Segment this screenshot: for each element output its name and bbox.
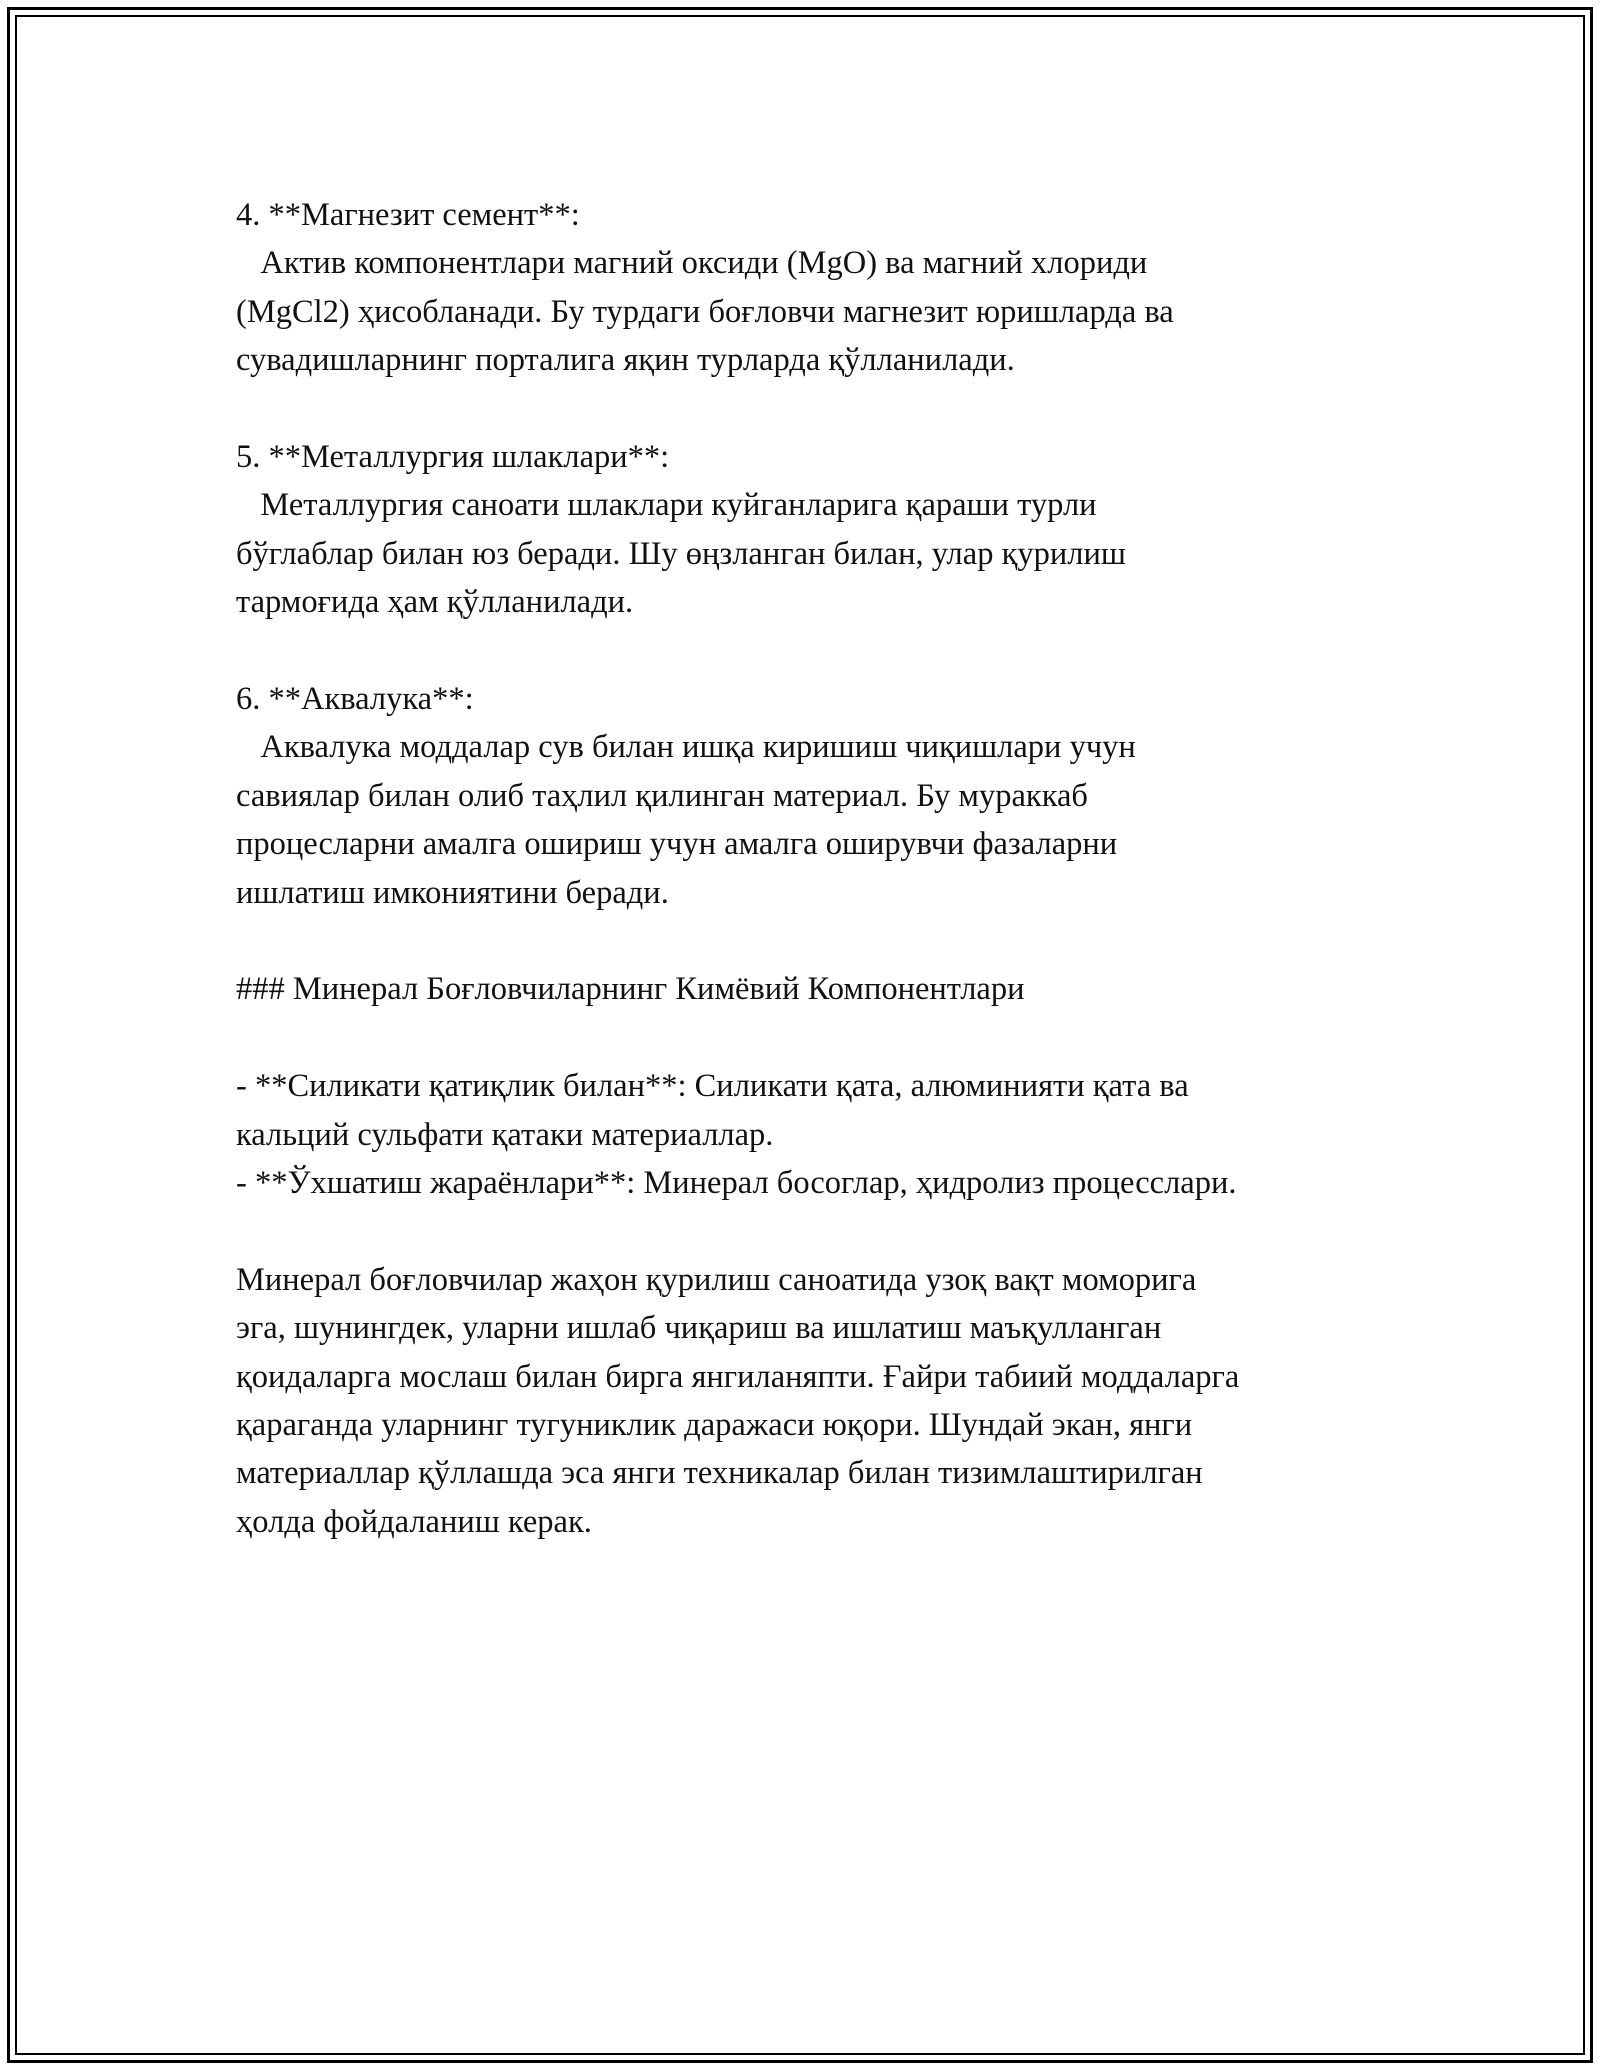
bullet-item: - **Ўхшатиш жараёнлари**: Минерал босоглар, ҳидролиз процесслари.: [236, 1165, 1237, 1202]
section-heading: 5. **Металлургия шлаклари**:: [236, 439, 670, 476]
blank-line: [236, 1207, 1396, 1255]
paragraph-line: (MgCl2) ҳисобланади. Бу турдаги боғловчи магнезит юришларда ва: [236, 293, 1174, 330]
bullet-item-continuation: кальций сульфати қатаки материаллар.: [236, 1116, 774, 1153]
paragraph-line: Актив компонентлари магний оксиди (MgO) ва магний хлориди: [236, 245, 1148, 282]
paragraph-line: Металлургия саноати шлаклари куйганларига қараши турли: [236, 487, 1097, 524]
paragraph-line: қараганда уларнинг тугуниклик даражаси юқори. Шундай экан, янги: [236, 1407, 1193, 1444]
paragraph-line: сувадишларнинг порталига яқин турларда қўлланилади.: [236, 342, 1015, 379]
paragraph-line: эга, шунингдек, уларни ишлаб чиқариш ва ишлатиш маъқулланган: [236, 1310, 1162, 1347]
subheading: ### Минерал Боғловчиларнинг Кимёвий Компонентлари: [236, 971, 1025, 1008]
paragraph-line: бўглаблар билан юз беради. Шу өңзланган билан, улар қурилиш: [236, 535, 1126, 572]
section-heading: 4. **Магнезит семент**:: [236, 197, 580, 233]
section-heading: 6. **Аквалука**:: [236, 681, 474, 718]
paragraph-line: ишлатиш имкониятини беради.: [236, 874, 669, 911]
paragraph-line: тармоғида ҳам қўлланилади.: [236, 584, 634, 621]
section-magnesite-cement: [236, 191, 1396, 385]
paragraph-line: ҳолда фойдаланиш керак.: [236, 1503, 592, 1540]
paragraph-line: қоидаларга мослаш билан бирга янгиланяпти. Ғайри табиий моддаларга: [236, 1358, 1240, 1395]
blank-line: [236, 627, 1396, 675]
document-body: [236, 191, 1396, 1546]
paragraph-line: процесларни амалга ошириш учун амалга оширувчи фазаларни: [236, 826, 1118, 863]
conclusion-paragraph: [236, 1256, 1396, 1546]
paragraph-line: савиялар билан олиб таҳлил қилинган материал. Бу мураккаб: [236, 777, 1088, 814]
section-aqualuka: [236, 675, 1396, 917]
blank-line: [236, 917, 1396, 965]
paragraph-line: Минерал боғловчилар жаҳон қурилиш саноатида узоқ вақт моморига: [236, 1261, 1197, 1298]
blank-line: [236, 1014, 1396, 1062]
blank-line: [236, 385, 1396, 433]
bullet-item: - **Силикати қатиқлик билан**: Силикати қата, алюминияти қата ва: [236, 1068, 1189, 1105]
bullet-list: [236, 1062, 1396, 1207]
paragraph-line: Аквалука моддалар сув билан ишқа киришиш чиқишлари учун: [236, 729, 1136, 766]
paragraph-line: материаллар қўллашда эса янги техникалар билан тизимлаштирилган: [236, 1455, 1203, 1492]
section-metallurgy-slags: [236, 433, 1396, 627]
